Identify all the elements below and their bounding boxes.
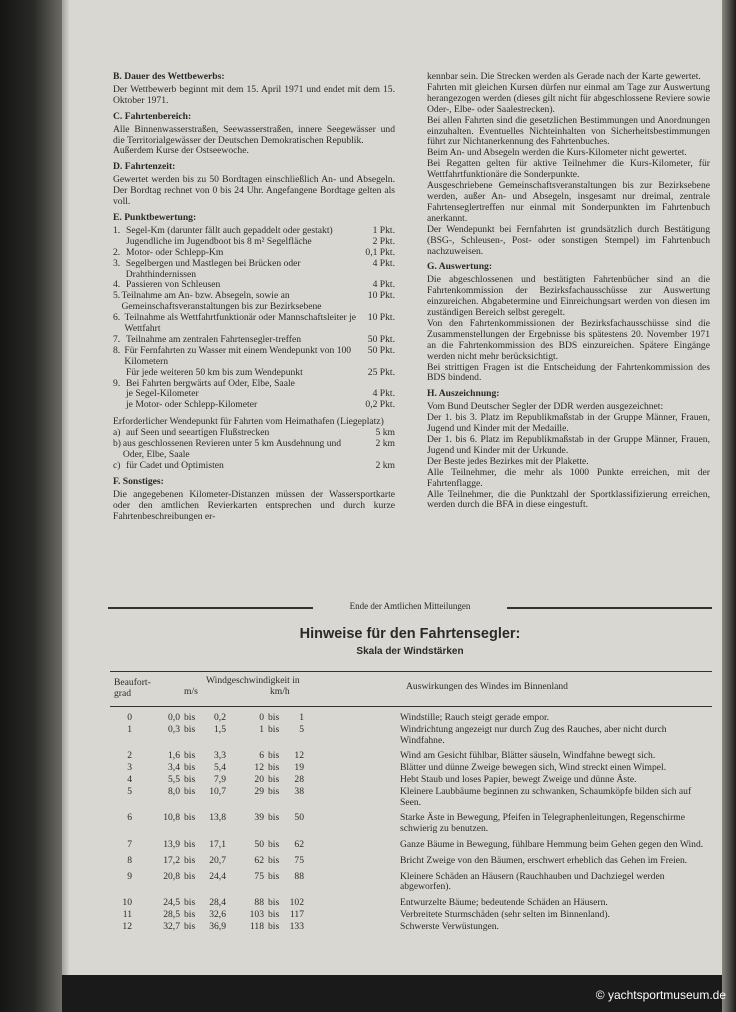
points-item [113, 368, 395, 379]
bis-label: bis [268, 762, 280, 774]
points-item-value: 50 Pkt. [367, 344, 395, 356]
section-c [113, 112, 395, 158]
kmh-from: 118 [249, 920, 264, 932]
bis-label: bis [184, 812, 196, 824]
points-item-label: Jugendliche im Jugendboot bis 8 m² Segelfläche [126, 235, 312, 247]
kmh-from: 20 [254, 773, 264, 785]
bis-label: bis [268, 908, 280, 920]
ms-from: 1,6 [168, 750, 180, 762]
beaufort-grade: 8 [127, 854, 132, 866]
wendepunkt-item [113, 461, 395, 472]
points-item-text [113, 248, 223, 259]
kmh-from: 1 [259, 723, 264, 735]
table-title: Skala der Windstärken [356, 646, 464, 657]
h-p1: Vom Bund Deutscher Segler der DDR werden ausgezeichnet: [427, 401, 664, 413]
points-item-number: 7. [113, 333, 121, 345]
points-item-number: 5. [113, 290, 121, 302]
section-h-title: H. Auszeichnung: [427, 388, 500, 400]
kmh-from: 29 [254, 785, 264, 797]
table-row [110, 787, 712, 809]
wind-effect: Blätter und dünne Zweige bewegen sich, Wind streckt einen Wimpel. [400, 762, 667, 774]
ms-from: 32,7 [163, 920, 180, 932]
kmh-to: 102 [289, 897, 304, 909]
wind-effect: Ganze Bäume in Bewegung, fühlbare Hemmung beim Gehen gegen den Wind. [400, 838, 704, 850]
points-item [113, 248, 395, 259]
bis-label: bis [184, 908, 196, 920]
wind-effect: Windrichtung angezeigt nur durch Zug des Rauches, aber nicht durch Windfahne. [400, 723, 667, 746]
wind-effect: Windstille; Rauch steigt gerade empor. [400, 712, 550, 723]
ms-from: 28,5 [163, 908, 180, 920]
points-item-text [113, 368, 303, 379]
bis-label: bis [268, 897, 280, 909]
wind-effect: Entwurzelte Bäume; bedeutende Schäden an Häusern. [400, 897, 608, 909]
points-item-value: 1 Pkt. [372, 224, 395, 236]
header-ms: m/s [184, 686, 198, 697]
ms-from: 24,5 [163, 897, 180, 909]
table-body [110, 707, 712, 933]
ms-to: 5,4 [214, 762, 226, 774]
points-item-label: Segelbergen und Mastlegen bei Brücken oder Drahthindernissen [125, 257, 301, 280]
bis-label: bis [268, 854, 280, 866]
bis-label: bis [184, 920, 196, 932]
table-row [110, 910, 712, 921]
wendepunkt-item-letter: a) [113, 427, 121, 439]
points-item-text [113, 291, 364, 313]
points-item-number [113, 389, 126, 400]
table-row [110, 713, 712, 724]
ms-to: 10,7 [209, 785, 226, 797]
wendepunkt-item-label: für Cadet und Optimisten [126, 459, 224, 471]
f-cont-p5: Bei Regatten gelten für aktive Teilnehmer die Kurs-Kilometer, für Wettfahrtfunktionäre die Sonderpunkte. [427, 158, 710, 181]
beaufort-grade: 10 [122, 897, 132, 909]
beaufort-grade: 7 [127, 838, 132, 850]
ms-from: 0,3 [168, 723, 180, 735]
wendepunkt-item-letter: b) [113, 438, 121, 450]
table-row [110, 763, 712, 774]
table-row [110, 922, 712, 933]
points-item-number: 4. [113, 279, 121, 291]
beaufort-grade: 12 [122, 920, 132, 932]
ms-from: 20,8 [163, 870, 180, 882]
wind-effect: Schwerste Verwüstungen. [400, 920, 499, 932]
table-row [110, 872, 712, 894]
points-item-text [113, 400, 257, 411]
g-p2: Von den Fahrtenkommissionen der Bezirksfachausschüsse sind die Zusammenstellungen der Ergebnisse bis spätestens 20. November 1971 an die Fahrtenkommission des BDS einzureichen. Spätere Eingänge werden nicht mehr berücksichtigt. [427, 317, 710, 362]
kmh-to: 88 [294, 870, 304, 882]
wind-effect: Kleinere Schäden an Häusern (Rauchhauben und Dachziegel werden abgeworfen). [400, 870, 665, 893]
beaufort-grade: 0 [127, 712, 132, 723]
wind-effect: Wind am Gesicht fühlbar, Blätter säuseln, Windfahne bewegt sich. [400, 750, 656, 762]
points-item-value: 4 Pkt. [372, 257, 395, 269]
points-item-value: 0,1 Pkt. [365, 246, 395, 258]
points-item-label: Segel-Km (darunter fällt auch gepaddelt oder gestakt) [126, 224, 333, 236]
bis-label: bis [184, 870, 196, 882]
section-f-title: F. Sonstiges: [113, 475, 164, 487]
header-beaufort: Beaufort-grad [114, 677, 151, 699]
left-column [113, 72, 395, 527]
beaufort-grade: 9 [127, 870, 132, 882]
points-item-label: Passieren von Schleusen [126, 279, 221, 291]
header-kmh: km/h [270, 686, 290, 697]
g-p3: Bei strittigen Fragen ist die Entscheidung der Fahrtenkommission des BDS bindend. [427, 361, 710, 384]
ms-to: 36,9 [209, 920, 226, 932]
bis-label: bis [268, 712, 280, 723]
bis-label: bis [184, 750, 196, 762]
section-g [427, 262, 710, 384]
f-cont-p4: Beim An- und Absegeln werden die Kurs-Kilometer nicht gewertet. [427, 147, 687, 159]
points-item-number [113, 400, 126, 411]
table-row [110, 840, 712, 851]
bis-label: bis [268, 750, 280, 762]
wendepunkt-item-letter: c) [113, 459, 121, 471]
kmh-from: 75 [254, 870, 264, 882]
wendepunkt-item-text [113, 439, 372, 461]
beaufort-grade: 2 [127, 750, 132, 762]
kmh-from: 50 [254, 838, 264, 850]
kmh-to: 38 [294, 785, 304, 797]
bis-label: bis [268, 812, 280, 824]
points-item-value: 25 Pkt. [367, 366, 395, 378]
wendepunkt-list [113, 428, 395, 472]
points-item-number: 1. [113, 224, 121, 236]
bis-label: bis [184, 773, 196, 785]
beaufort-grade: 11 [122, 908, 132, 920]
section-d [113, 162, 395, 208]
points-item [113, 346, 395, 368]
page-right-edge [722, 0, 736, 1012]
kmh-to: 62 [294, 838, 304, 850]
kmh-to: 50 [294, 812, 304, 824]
bis-label: bis [268, 920, 280, 932]
ms-to: 17,1 [209, 838, 226, 850]
wind-effect: Bricht Zweige von den Bäumen, erschwert erheblich das Gehen im Freien. [400, 854, 688, 866]
section-c-title: C. Fahrtenbereich: [113, 110, 192, 122]
wendepunkt-item-label: aus geschlossenen Revieren unter 5 km Ausdehnung und Oder, Elbe, Saale [122, 438, 342, 460]
section-g-title: G. Auswertung: [427, 261, 493, 273]
wind-scale-table [110, 671, 712, 934]
right-column [427, 72, 710, 516]
bis-label: bis [268, 723, 280, 735]
section-c-text2: Außerdem Kurse der Ostseewoche. [113, 145, 249, 157]
points-item-value: 10 Pkt. [367, 312, 395, 324]
wind-effect: Kleinere Laubbäume beginnen zu schwanken, Schaumköpfe bilden sich auf Seen. [400, 785, 692, 808]
points-item [113, 313, 395, 335]
points-item-number: 9. [113, 377, 121, 389]
points-item [113, 259, 395, 281]
table-header [110, 671, 712, 707]
f-cont-p2: Fahrten mit gleichen Kursen dürfen nur einmal am Tage zur Auswertung herangezogen werden (dieses gilt nicht für abgeschlossene Reviere sowie Oder-, Elbe- oder Saalestrecken). [427, 81, 710, 115]
points-item-label: Bei Fahrten bergwärts auf Oder, Elbe, Saale [126, 377, 295, 389]
beaufort-grade: 4 [127, 773, 132, 785]
end-of-notices: Ende der Amtlichen Mitteilungen [108, 601, 712, 611]
page-heading: Hinweise für den Fahrtensegler: [299, 626, 521, 642]
section-f [113, 477, 395, 523]
points-item-label: Für Fernfahrten zu Wasser mit einem Wendepunkt von 100 Kilometern [124, 344, 352, 367]
kmh-to: 75 [294, 854, 304, 866]
points-item-label: Teilnahme am zentralen Fahrtensegler-treffen [126, 333, 302, 345]
ms-from: 10,8 [163, 812, 180, 824]
section-b-text: Der Wettbewerb beginnt mit dem 15. April 1971 und endet mit dem 15. Oktober 1971. [113, 83, 395, 106]
kmh-to: 133 [289, 920, 304, 932]
ms-to: 13,8 [209, 812, 226, 824]
header-effect: Auswirkungen des Windes im Binnenland [406, 681, 568, 692]
section-d-text: Gewertet werden bis zu 50 Bordtagen einschließlich An- und Absegeln. Der Bordtag rechnet von 0 bis 24 Uhr. Angefangene Bordtage gelten als voll. [113, 174, 395, 208]
kmh-from: 103 [249, 908, 264, 920]
ms-from: 13,9 [163, 838, 180, 850]
ms-to: 3,3 [214, 750, 226, 762]
section-f-continued [427, 72, 710, 257]
points-item-text [113, 259, 369, 281]
wendepunkt-item-distance: 2 km [375, 459, 395, 471]
beaufort-grade: 1 [127, 723, 132, 735]
bis-label: bis [184, 838, 196, 850]
table-row [110, 775, 712, 786]
ms-to: 20,7 [209, 854, 226, 866]
wendepunkt-item-distance: 2 km [375, 438, 395, 450]
h-award-1: Der 1. bis 3. Platz im Republikmaßstab in der Gruppe Männer, Frauen, Jugend und Kinder mit der Medaille. [427, 412, 710, 435]
section-b [113, 72, 395, 107]
kmh-from: 62 [254, 854, 264, 866]
points-item-number: 3. [113, 257, 121, 269]
ms-from: 8,0 [168, 785, 180, 797]
points-item-text [113, 346, 364, 368]
kmh-to: 1 [299, 712, 304, 723]
points-item-value: 4 Pkt. [372, 388, 395, 400]
kmh-to: 5 [299, 723, 304, 735]
bis-label: bis [268, 870, 280, 882]
points-item-number [113, 368, 126, 379]
points-item [113, 400, 395, 411]
ms-from: 17,2 [163, 854, 180, 866]
section-c-text: Alle Binnenwasserstraßen, Seewasserstraßen, innere Seegewässer und die Territorialgewässer der Deutschen Demokratischen Republik. [113, 123, 395, 146]
table-row [110, 856, 712, 867]
f-cont-p7: Der Wendepunkt bei Fernfahrten ist grundsätzlich durch Bestätigung (BSG-, Schleusen-, Post- oder sonstigen Stempel) im Fahrtenbuch nachzuweisen. [427, 223, 710, 257]
book-binding-edge [0, 0, 62, 1012]
kmh-from: 6 [259, 750, 264, 762]
beaufort-grade: 3 [127, 762, 132, 774]
bis-label: bis [268, 785, 280, 797]
f-cont-p6: Ausgeschriebene Gemeinschaftsveranstaltungen bis zur Bezirksebene werden, außer An- und Absegeln, insgesamt nur dreimal, zentrale Fahrtenseglertreffen nur einmal mit Sonderpunkten im Fahrtenbuch anerkannt. [427, 180, 710, 224]
ms-to: 0,2 [214, 712, 226, 723]
h-p2: Der Beste jedes Bezirkes mit der Plakette. [427, 455, 589, 467]
ms-to: 32,6 [209, 908, 226, 920]
table-row [110, 813, 712, 835]
ms-to: 7,9 [214, 773, 226, 785]
bis-label: bis [184, 712, 196, 723]
points-item-label: Motor- oder Schlepp-Km [126, 246, 224, 258]
points-item-label: Teilnahme als Wettfahrtfunktionär oder Mannschaftsleiter je Wettfahrt [124, 312, 357, 335]
kmh-from: 39 [254, 812, 264, 824]
kmh-from: 88 [254, 897, 264, 909]
points-item [113, 291, 395, 313]
table-row [110, 898, 712, 909]
points-item-value: 0,2 Pkt. [365, 399, 395, 411]
points-list [113, 226, 395, 411]
ms-from: 5,5 [168, 773, 180, 785]
points-item-value: 2 Pkt. [372, 235, 395, 247]
points-item-text [113, 313, 364, 335]
section-e-title: E. Punktbewertung: [113, 211, 197, 223]
points-item-number: 2. [113, 246, 121, 258]
points-item-label: Für jede weiteren 50 km bis zum Wendepunkt [126, 366, 303, 378]
kmh-to: 117 [289, 908, 304, 920]
kmh-from: 0 [259, 712, 264, 723]
bis-label: bis [184, 854, 196, 866]
f-cont-p1: kennbar sein. Die Strecken werden als Gerade nach der Karte gewertet. [427, 71, 701, 82]
wendepunkt-item-text [113, 461, 254, 472]
wind-effect: Starke Äste in Bewegung, Pfeifen in Telegraphenleitungen, Regenschirme schwierig zu benutzen. [400, 812, 686, 835]
points-item-label: je Motor- oder Schlepp-Kilometer [126, 399, 258, 411]
section-f-text: Die angegebenen Kilometer-Distanzen müssen der Wassersportkarte oder den amtlichen Revierkarten entsprechen und durch kurze Fahrtenbeschreibungen er- [113, 488, 395, 522]
watermark: © yachtsportmuseum.de [595, 988, 726, 1002]
beaufort-grade: 5 [127, 785, 132, 797]
section-d-title: D. Fahrtenzeit: [113, 161, 176, 173]
wendepunkt-note: Erforderlicher Wendepunkt für Fahrten vom Heimathafen (Liegeplatz) [113, 416, 384, 428]
h-award-2: Der 1. bis 6. Platz im Republikmaßstab in der Gruppe Männer, Frauen, Jugend und Kinder mit der Urkunde. [427, 434, 710, 456]
bis-label: bis [268, 838, 280, 850]
h-p3: Alle Teilnehmer, die mehr als 1000 Punkte erreichen, mit der Fahrtenflagge. [427, 466, 710, 489]
wind-effect: Hebt Staub und loses Papier, bewegt Zweige und dünne Äste. [400, 773, 637, 785]
header-speed: Windgeschwindigkeit in [206, 675, 300, 686]
beaufort-grade: 6 [127, 812, 132, 824]
points-item-label: Teilnahme am An- bzw. Absegeln, sowie an Gemeinschaftsveranstaltungen bis zur Bezirksebene [121, 290, 322, 313]
bis-label: bis [184, 762, 196, 774]
section-e [113, 213, 395, 472]
kmh-from: 12 [254, 762, 264, 774]
wendepunkt-item-distance: 5 km [375, 427, 395, 439]
kmh-to: 19 [294, 762, 304, 774]
document-page [62, 0, 722, 975]
points-item-value: 10 Pkt. [367, 290, 395, 302]
ms-from: 0,0 [168, 712, 180, 723]
points-item-label: je Segel-Kilometer [126, 388, 199, 400]
points-item-value: 50 Pkt. [367, 333, 395, 345]
points-item-value: 4 Pkt. [372, 279, 395, 291]
wind-effect: Verbreitete Sturmschäden (sehr selten im Binnenland). [400, 908, 610, 920]
kmh-to: 12 [294, 750, 304, 762]
points-item-number: 6. [113, 312, 121, 324]
kmh-to: 28 [294, 773, 304, 785]
table-row [110, 725, 712, 747]
ms-to: 24,4 [209, 870, 226, 882]
points-item-number: 8. [113, 344, 121, 356]
wendepunkt-item-label: auf Seen und seeartigen Flußstrecken [126, 427, 270, 439]
bis-label: bis [184, 785, 196, 797]
table-row [110, 751, 712, 762]
ms-to: 28,4 [209, 897, 226, 909]
g-p1: Die abgeschlossenen und bestätigten Fahrtenbücher sind an die Fahrtenkommission der Bezirksfachausschüsse zur Auswertung einzureichen. Abgabetermine und Einreichungsart werden von diesen im zuständigen Bereich selbst geregelt. [427, 274, 710, 319]
ms-to: 1,5 [214, 723, 226, 735]
section-b-title: B. Dauer des Wettbewerbs: [113, 71, 225, 82]
ms-from: 3,4 [168, 762, 180, 774]
f-cont-p3: Bei allen Fahrten sind die gesetzlichen Bestimmungen und Anordnungen einzuhalten. Eventuelles Nichteinhalten von Sicherheitsbestimmungen führt zur Nichtanerkennung des Fahrtenbuches. [427, 114, 710, 148]
h-p4: Alle Teilnehmer, die die Punktzahl der Sportklassifizierung erreichen, werden durch die BFA in diese eingestuft. [427, 488, 710, 511]
bis-label: bis [268, 773, 280, 785]
bis-label: bis [184, 897, 196, 909]
bis-label: bis [184, 723, 196, 735]
wendepunkt-item [113, 439, 395, 461]
section-h [427, 389, 710, 511]
